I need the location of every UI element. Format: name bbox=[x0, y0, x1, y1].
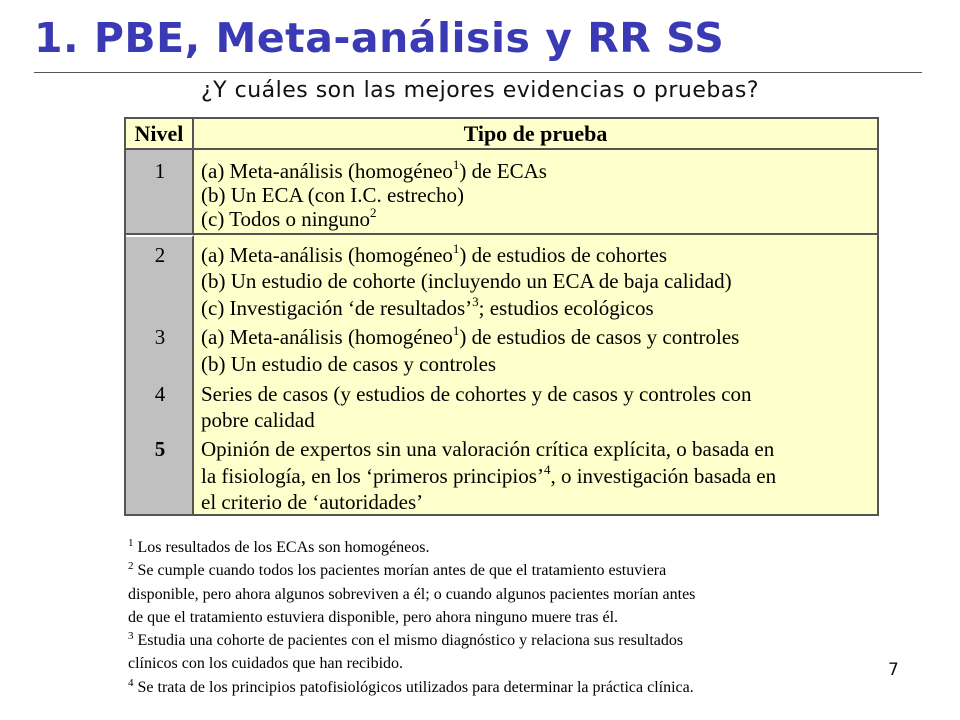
level-number: 1 bbox=[154, 159, 166, 183]
line-text-rest: , o investigación basada en bbox=[550, 464, 777, 488]
evidence-levels-table bbox=[124, 117, 879, 516]
line-text: la fisiología, en los ‘primeros principios’ bbox=[201, 464, 544, 488]
line-text: el criterio de ‘autoridades’ bbox=[201, 490, 424, 514]
evidence-type-line bbox=[201, 159, 547, 183]
footnote-text: Los resultados de los ECAs son homogéneos. bbox=[137, 539, 430, 556]
evidence-type-line bbox=[201, 490, 423, 514]
footnote bbox=[128, 629, 888, 652]
footnote-ref: 4 bbox=[543, 462, 551, 477]
footnote-number: 3 bbox=[128, 630, 134, 643]
header-evidence-type: Tipo de prueba bbox=[194, 119, 877, 150]
level-column-band-2 bbox=[126, 235, 194, 514]
line-text-rest: ) de estudios de cohortes bbox=[459, 243, 668, 267]
row-divider bbox=[194, 233, 877, 235]
evidence-type-line bbox=[201, 269, 732, 293]
footnote-number: 4 bbox=[128, 676, 134, 689]
evidence-type-line bbox=[201, 408, 315, 432]
footnote-text: Estudia una cohorte de pacientes con el mismo diagnóstico y relaciona sus resultados bbox=[137, 632, 684, 650]
footnote-text: clínicos con los cuidados que han recibido. bbox=[128, 655, 404, 673]
footnote-text: disponible, pero ahora algunos sobreviven a él; o cuando algunos pacientes morían antes bbox=[128, 585, 696, 603]
evidence-type-line bbox=[201, 183, 464, 207]
line-text: (a) Meta-análisis (homogéneo bbox=[201, 325, 453, 349]
footnote-ref: 1 bbox=[452, 323, 460, 338]
footnote-continuation bbox=[128, 583, 888, 606]
line-text-rest: ) de ECAs bbox=[459, 159, 547, 183]
header-level: Nivel bbox=[126, 119, 194, 150]
footnote-ref: 1 bbox=[452, 241, 460, 256]
line-text: (a) Meta-análisis (homogéneo bbox=[201, 159, 453, 183]
footnote-continuation bbox=[128, 652, 888, 675]
slide-subtitle: ¿Y cuáles son las mejores evidencias o pruebas? bbox=[200, 78, 759, 103]
evidence-type-line bbox=[201, 325, 739, 349]
evidence-type-line bbox=[201, 437, 774, 461]
level-number: 5 bbox=[154, 437, 166, 461]
footnote-ref: 2 bbox=[370, 205, 377, 220]
footnote-ref: 3 bbox=[472, 294, 479, 309]
evidence-type-line bbox=[201, 464, 776, 488]
footnote-text: de que el tratamiento estuviera disponible, pero ahora ninguno muere tras él. bbox=[128, 608, 619, 626]
line-text: (c) Todos o ninguno bbox=[201, 207, 371, 231]
level-number: 3 bbox=[154, 325, 166, 349]
evidence-type-line bbox=[201, 207, 377, 231]
line-text: (b) Un ECA (con I.C. estrecho) bbox=[201, 183, 465, 207]
line-text: (c) Investigación ‘de resultados’ bbox=[201, 296, 473, 320]
page-number: 7 bbox=[888, 660, 899, 680]
level-number: 4 bbox=[154, 382, 166, 406]
line-text: (a) Meta-análisis (homogéneo bbox=[201, 243, 453, 267]
footnote-ref: 1 bbox=[452, 157, 460, 172]
evidence-type-line bbox=[201, 296, 654, 320]
line-text: pobre calidad bbox=[201, 408, 315, 432]
footnote bbox=[128, 559, 888, 582]
line-text: (b) Un estudio de cohorte (incluyendo un ECA de baja calidad) bbox=[201, 269, 732, 293]
evidence-type-line bbox=[201, 352, 496, 376]
line-text: (b) Un estudio de casos y controles bbox=[201, 352, 497, 376]
slide-title: 1. PBE, Meta-análisis y RR SS bbox=[34, 14, 725, 62]
line-text: Opinión de expertos sin una valoración crítica explícita, o basada en bbox=[201, 437, 775, 461]
line-text-rest: ) de estudios de casos y controles bbox=[459, 325, 740, 349]
line-text: Series de casos (y estudios de cohortes y de casos y controles con bbox=[201, 382, 752, 406]
footnote bbox=[128, 536, 888, 559]
level-number: 2 bbox=[154, 243, 166, 267]
footnotes bbox=[128, 536, 888, 699]
footnote-text: Se trata de los principios patofisiológicos utilizados para determinar la práctica clínica. bbox=[137, 678, 694, 696]
evidence-type-line bbox=[201, 243, 667, 267]
footnote-number: 1 bbox=[128, 537, 134, 549]
footnote bbox=[128, 676, 888, 699]
evidence-type-line bbox=[201, 382, 752, 406]
title-divider bbox=[34, 72, 922, 73]
footnote-continuation bbox=[128, 606, 888, 629]
footnote-number: 2 bbox=[128, 560, 134, 573]
footnote-text: Se cumple cuando todos los pacientes morían antes de que el tratamiento estuviera bbox=[137, 562, 667, 580]
line-text-rest: ; estudios ecológicos bbox=[478, 296, 654, 320]
